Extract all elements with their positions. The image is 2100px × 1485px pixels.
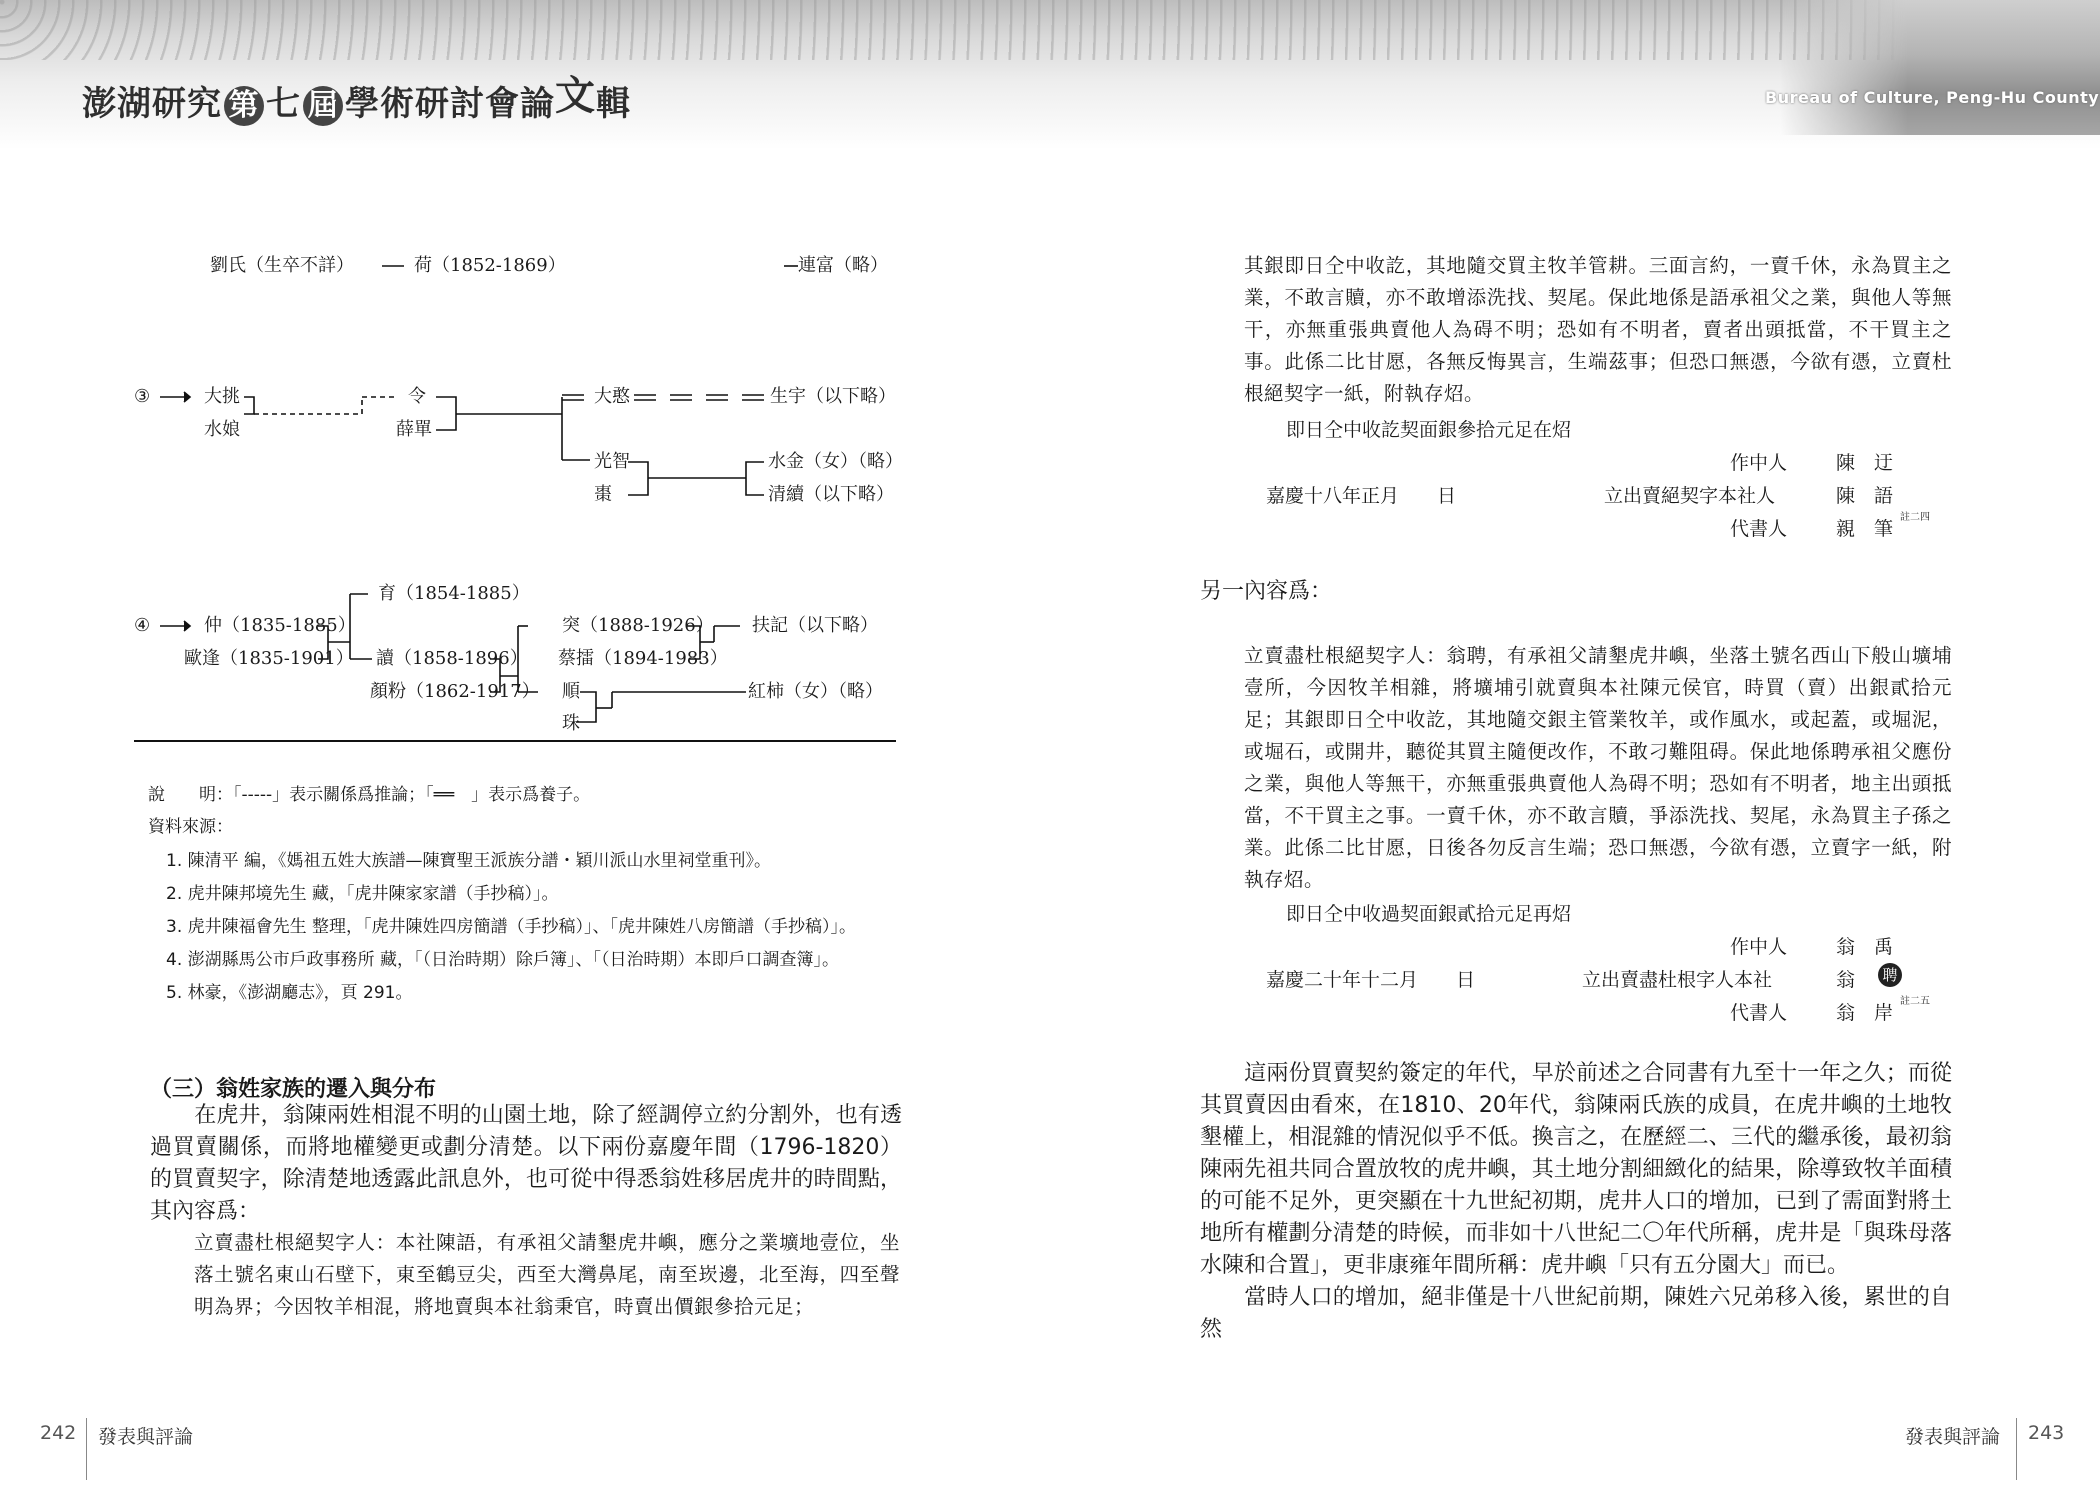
footer-label-right: 發表與評論	[1905, 1426, 2001, 1448]
sig-role: 代書人	[1730, 1002, 1788, 1024]
person-fuji: 扶記（以下略）	[752, 615, 878, 636]
body-paragraph: 這兩份買賣契約簽定的年代，早於前述之合同書有九至十一年之久；而從其買賣因由看來，在1810、20年代，翁陳兩氏族的成員，在虎井嶼的土地牧墾權上，相混雜的情況似乎不低。換言之，在歷經二、三代的繼承後，最初翁陳兩先祖共同合置放牧的虎井嶼，其土地分割細緻化的結果，除導致牧羊面積的可能不足外，更突顯在十九世紀初期，虎井人口的增加，已到了需面對將土地所有權劃分清楚的時候，而非如十八世紀二〇年代所稱，虎井是「與珠母落水陳和合置」，更非康雍年間所稱：虎井嶼「只有五分園大」而已。	[1200, 1061, 1952, 1278]
receipt-2: 即日仝中收過契面銀貳拾元足再炤	[1286, 903, 1572, 925]
bureau-subtitle: Bureau of Culture, Peng-Hu County	[1765, 88, 2100, 107]
body-paragraph: 在虎井，翁陳兩姓相混不明的山園土地，除了經調停立約分割外，也有透過買賣關係，而將地權變更或劃分清楚。以下兩份嘉慶年間（1796-1820）的買賣契字，除清楚地透露此訊息外，也可從中得悉翁姓移居虎井的時間點，其內容爲：	[150, 1103, 902, 1224]
title-ring-2: 屆	[303, 86, 343, 126]
group-marker-4: ④	[134, 615, 151, 636]
header-landscape-photo	[1780, 0, 2100, 135]
sig-role: 作中人	[1730, 452, 1788, 474]
person-zhu: 珠	[562, 713, 580, 734]
person-du: 讀（1858-1896）	[376, 648, 528, 669]
title-ring-1: 第	[224, 86, 264, 126]
contract-2-text: 立賣盡杜根絕契字人：翁聘，有承祖父請墾虎井嶼，坐落土號名西山下般山壙埔壹所，今因牧羊相雜，將壙埔引就賣與本社陳元侯官，時買（賣）出銀貳拾元足；其銀即日仝中收訖，其地隨交銀主管業牧羊，或作風水，或起蓋，或堀泥，或堀石，或開井，聽從其買主隨便改作，不敢刁難阻碍。保此地係聘承祖父應份之業，與他人等無干，亦無重張典賣他人為碍不明；恐如有不明者，地主出頭抵當，不干買主之事。一賣千休，亦不敢言贖，爭添洗找、契尾，永為買主子孫之業。此係二比甘愿，日後各勿反言生端；恐口無憑，今欲有憑，立賣字一紙，附執存炤。	[1244, 644, 1952, 891]
footnote-ref: 註二四	[1900, 512, 1930, 523]
footer-label-left: 發表與評論	[98, 1426, 194, 1448]
person-hongshi: 紅柿（女）（略）	[748, 681, 883, 702]
sig-name: 翁 岸	[1836, 1002, 1894, 1024]
page-number-left: 242	[40, 1422, 77, 1444]
contract-1-text: 立賣盡杜根絕契字人：本社陳語，有承祖父請墾虎井嶼，應分之業壙地壹位，坐落土號名東山石壁下，東至鶴豆尖，西至大灣鼻尾，南至崁邊，北至海，四至聲明為界；今因牧羊相混，將地賣與本社翁秉官，時賣出價銀參拾元足；	[194, 1231, 900, 1318]
source-item: 1. 陳清平 編，《媽祖五姓大族譜—陳寶聖王派族分譜・穎川派山水里祠堂重刊》。	[166, 851, 772, 871]
person-oufeng: 歐逢（1835-1901）	[184, 648, 354, 669]
contract-1-date: 嘉慶十八年正月 日	[1266, 485, 1457, 507]
journal-title: 澎湖研究 第 七 屆 學術研討會論文輯	[82, 73, 631, 124]
person-tu: 突（1888-1926）	[562, 615, 714, 636]
source-item: 4. 澎湖縣馬公市戶政事務所 藏，「（日治時期）除戶簿」、「（日治時期）本即戶口調查簿」。	[166, 950, 840, 970]
person-lianfu: 連富（略）	[798, 255, 888, 276]
legend-note: 說 明：「-----」表示關係爲推論；「══ 」表示爲養子。	[148, 785, 591, 805]
sig-name: 陳 語	[1836, 485, 1894, 507]
person-shuijin: 水金（女）（略）	[768, 451, 903, 472]
person-caile: 蔡擂（1894-1983）	[558, 648, 728, 669]
person-yanfen: 顏粉（1862-1917）	[370, 681, 540, 702]
sig-role: 作中人	[1730, 936, 1788, 958]
body-paragraph: 當時人口的增加，絕非僅是十八世紀前期，陳姓六兄弟移入後，累世的自然	[1200, 1285, 1952, 1342]
sig-name: 陳 迂	[1836, 452, 1894, 474]
section-heading: （三）翁姓家族的遷入與分布	[150, 1077, 437, 1102]
sig-role: 立出賣絕契字本社人	[1604, 485, 1776, 507]
sig-name: 翁	[1836, 969, 1856, 991]
footnote-ref: 註二五	[1900, 996, 1930, 1007]
page-number-right: 243	[2028, 1422, 2065, 1444]
receipt-1: 即日仝中收訖契面銀參拾元足在炤	[1286, 419, 1572, 441]
person-guangzhi: 光智	[594, 451, 630, 472]
another-content-label: 另一內容爲：	[1200, 579, 1333, 604]
person-dahan: 大憨	[594, 386, 630, 407]
person-qingxu: 清續（以下略）	[768, 484, 894, 505]
person-datiao: 大挑	[204, 386, 240, 407]
contract-2-date: 嘉慶二十年十二月 日	[1266, 969, 1476, 991]
sig-name: 親 筆	[1836, 518, 1894, 540]
person-shengyu: 生宇（以下略）	[770, 386, 896, 407]
person-zao: 棗	[594, 484, 612, 505]
person-ling: 令	[408, 386, 426, 407]
footer-divider	[86, 1418, 87, 1480]
person-shun: 順	[562, 681, 580, 702]
person-he: 荷（1852-1869）	[414, 255, 566, 276]
person-xuedan: 薛單	[396, 419, 432, 440]
sources-label: 資料來源：	[148, 817, 233, 837]
sig-role: 代書人	[1730, 518, 1788, 540]
source-item: 5. 林豪，《澎湖廳志》，頁 291。	[166, 983, 413, 1003]
person-zhong: 仲（1835-1885）	[204, 615, 356, 636]
group-marker-3: ③	[134, 386, 151, 407]
source-item: 2. 虎井陳邦境先生 藏，「虎井陳家家譜（手抄稿）」。	[166, 884, 559, 904]
sig-name: 翁 禹	[1836, 936, 1894, 958]
diagram-rule	[134, 740, 896, 742]
seal-stamp: 聘	[1878, 963, 1902, 987]
person-liu: 劉氏（生卒不詳）	[210, 255, 354, 276]
source-item: 3. 虎井陳福會先生 整理，「虎井陳姓四房簡譜（手抄稿）」、「虎井陳姓八房簡譜（手抄稿）」。	[166, 917, 857, 937]
sig-role: 立出賣盡杜根字人本社	[1582, 969, 1773, 991]
person-yu: 育（1854-1885）	[378, 583, 530, 604]
person-shuiniang: 水娘	[204, 419, 240, 440]
contract-1-continued: 其銀即日仝中收訖，其地隨交買主牧羊管耕。三面言約，一賣千休，永為買主之業，不敢言贖，亦不敢增添洗找、契尾。保此地係是語承祖父之業，與他人等無干，亦無重張典賣他人為碍不明；恐如有不明者，賣者出頭抵當，不干買主之事。此係二比甘愿，各無反悔異言，生端茲事；但恐口無憑，今欲有憑，立賣杜根絕契字一紙，附執存炤。	[1244, 254, 1952, 405]
footer-divider	[2016, 1418, 2017, 1480]
